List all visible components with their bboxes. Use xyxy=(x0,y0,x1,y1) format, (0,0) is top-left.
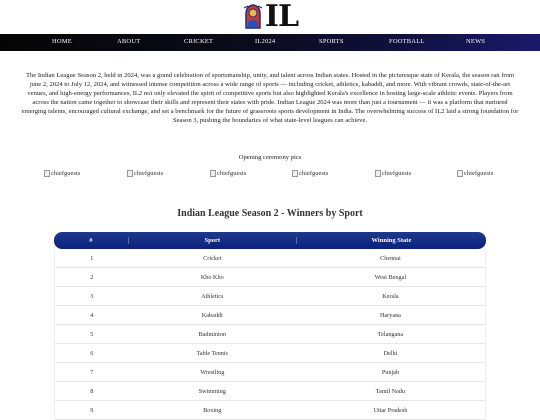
row-index: 5 xyxy=(90,330,94,338)
table-row xyxy=(55,325,485,344)
table-body xyxy=(54,249,486,420)
header-sport: Sport xyxy=(128,237,296,244)
pics-heading: Opening ceremony pics xyxy=(238,154,302,161)
table-row xyxy=(55,306,485,325)
row-sport: Kho Kho xyxy=(200,273,224,281)
nav-football[interactable]: FOOTBALL xyxy=(389,38,425,45)
row-state: Telangana xyxy=(377,330,404,338)
table-row xyxy=(55,401,485,420)
table-row xyxy=(55,268,485,287)
ceremony-image: chiefguests xyxy=(292,170,328,177)
ceremony-image: chiefguests xyxy=(210,170,246,177)
table-row xyxy=(55,287,485,306)
row-sport: Table Tennis xyxy=(196,349,229,357)
broken-image-icon xyxy=(457,170,463,177)
table-row xyxy=(55,249,485,268)
row-index: 7 xyxy=(90,368,94,376)
row-sport: Boxing xyxy=(203,406,222,414)
row-sport: Athletics xyxy=(201,292,224,300)
ceremony-image: chiefguests xyxy=(457,170,493,177)
row-index: 9 xyxy=(90,406,94,414)
row-index: 3 xyxy=(90,292,94,300)
row-state: Haryana xyxy=(379,311,401,319)
broken-image-icon xyxy=(127,170,133,177)
ceremony-image: chiefguests xyxy=(127,170,163,177)
nav-news[interactable]: NEWS xyxy=(466,38,486,45)
row-state: Chennai xyxy=(380,254,401,262)
ceremony-pics xyxy=(0,170,540,182)
table-row xyxy=(55,382,485,401)
nav-sports[interactable]: SPORTS xyxy=(319,38,344,45)
row-state: West Bengal xyxy=(374,273,407,281)
row-index: 1 xyxy=(90,254,94,262)
table-row xyxy=(55,344,485,363)
ceremony-image: chiefguests xyxy=(375,170,411,177)
broken-image-icon xyxy=(375,170,381,177)
main-nav xyxy=(0,34,540,51)
row-state: Tamil Nadu xyxy=(375,387,406,395)
intro-paragraph: The Indian League Season 2, held in 2024, was a grand celebration of sportsmanship, unity, and talent across Indian states. Hosted in the picturesque state of Kerala, the season ran from june 2, 2024 to July 12, 2024, and witnessed intense competition across a wide range of sports — including cricket, athletics, kabaddi, and more. With vibrant crowds, state-of-the-art venues, and high-energy performances, IL2 not only elevated the spirit of competitive sports but also highlighted Kerala's excellence in hosting large-scale athletic events. Players from across the nation came together to showcase their skills and represent their states with pride. Indian League 2024 was more than just a tournament — it was a platform that nurtured emerging talents, encouraged cultural exchange, and set a benchmark for the future of grassroots sports development in India. The overwhelming success of IL2 laid a strong foundation for Season 3, pushing the boundaries of what state-level leagues can achieve. xyxy=(21,72,519,124)
row-state: Kerala xyxy=(382,292,399,300)
row-sport: Swimming xyxy=(198,387,226,395)
row-index: 8 xyxy=(90,387,94,395)
ceremony-image: chiefguests xyxy=(44,170,80,177)
row-state: Punjab xyxy=(381,368,400,376)
row-sport: Badminton xyxy=(198,330,227,338)
nav-il2024[interactable]: IL2024 xyxy=(255,38,276,45)
row-index: 6 xyxy=(90,349,94,357)
row-sport: Cricket xyxy=(203,254,222,262)
row-index: 2 xyxy=(90,273,94,281)
nav-cricket[interactable]: CRICKET xyxy=(184,38,214,45)
table-row xyxy=(55,363,485,382)
row-state: Uttar Pradesh xyxy=(373,406,408,414)
row-sport: Wrestling xyxy=(200,368,225,376)
row-index: 4 xyxy=(90,311,94,319)
lion-emblem-icon xyxy=(242,2,264,32)
nav-home[interactable]: HOME xyxy=(52,38,72,45)
row-state: Delhi xyxy=(383,349,398,357)
header-index: # xyxy=(89,237,93,244)
table-header xyxy=(54,232,486,249)
broken-image-icon xyxy=(210,170,216,177)
row-sport: Kabaddi xyxy=(201,311,223,319)
nav-about[interactable]: ABOUT xyxy=(117,38,141,45)
winners-title: Indian League Season 2 - Winners by Sport xyxy=(177,208,363,219)
logo-text: IL xyxy=(264,0,299,34)
broken-image-icon xyxy=(292,170,298,177)
broken-image-icon xyxy=(44,170,50,177)
site-logo[interactable] xyxy=(0,0,540,34)
header-state: Winning State xyxy=(296,237,486,244)
winners-table xyxy=(54,232,486,420)
